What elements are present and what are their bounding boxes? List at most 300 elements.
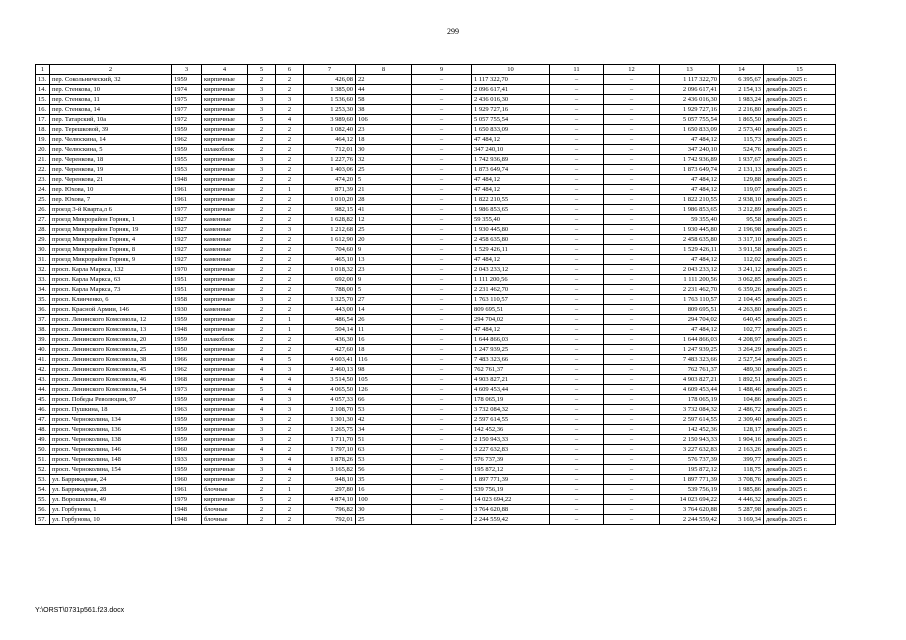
table-cell: 2 (248, 125, 276, 135)
table-cell: 2 (248, 485, 276, 495)
table-cell: проезд Микрорайон Горняк, 8 (50, 245, 172, 255)
table-cell: 5 287,98 (720, 505, 764, 515)
table-cell: 871,39 (304, 185, 356, 195)
table-cell: просп. Ленинского Комсомола, 54 (50, 385, 172, 395)
table-cell: ул. Баррикадная, 24 (50, 475, 172, 485)
table-cell: – (604, 245, 660, 255)
table-cell: просп. Карла Маркса, 63 (50, 275, 172, 285)
table-cell: декабрь 2025 г. (764, 475, 836, 485)
table-cell: 5 (356, 285, 412, 295)
table-cell: – (604, 225, 660, 235)
table-cell: каменные (202, 255, 248, 265)
table-cell: – (550, 135, 604, 145)
table-cell: – (604, 415, 660, 425)
column-header-9: 9 (412, 65, 472, 75)
table-cell: 1 265,75 (304, 425, 356, 435)
table-cell: пер. Стенкова, 11 (50, 95, 172, 105)
table-cell: кирпичные (202, 395, 248, 405)
table-cell: декабрь 2025 г. (764, 385, 836, 395)
table-cell: – (412, 285, 472, 295)
table-cell: 1 018,32 (304, 265, 356, 275)
table-cell: 1 628,82 (304, 215, 356, 225)
table-row (36, 465, 836, 475)
table-row (36, 185, 836, 195)
table-cell: – (412, 295, 472, 305)
table-cell: декабрь 2025 г. (764, 165, 836, 175)
table-cell: блочные (202, 515, 248, 525)
table-cell: просп. Ленинского Комсомола, 45 (50, 365, 172, 375)
table-cell: 4 057,33 (304, 395, 356, 405)
table-cell: 1 930 445,80 (472, 225, 550, 235)
table-cell: 3 (276, 365, 304, 375)
table-cell: декабрь 2025 г. (764, 335, 836, 345)
table-cell: пер. Черенкова, 19 (50, 165, 172, 175)
table-cell: 32 (356, 155, 412, 165)
table-cell: 2 460,13 (304, 365, 356, 375)
table-cell: 2 (276, 135, 304, 145)
table-cell: 34 (356, 425, 412, 435)
table-cell: 98 (356, 365, 412, 375)
table-cell: – (550, 235, 604, 245)
table-cell: 4 (276, 465, 304, 475)
table-cell: пер. Терешковой, 39 (50, 125, 172, 135)
table-cell: – (412, 215, 472, 225)
column-header-6: 6 (276, 65, 304, 75)
table-cell: – (550, 425, 604, 435)
table-cell: 47 484,12 (472, 255, 550, 265)
table-cell: 2 150 943,33 (472, 435, 550, 445)
table-row (36, 275, 836, 285)
table-cell: просп. Карла Маркса, 132 (50, 265, 172, 275)
table-cell: 2 (276, 105, 304, 115)
table-row (36, 155, 836, 165)
table-cell: 1 082,40 (304, 125, 356, 135)
table-cell: 25 (356, 515, 412, 525)
table-row (36, 515, 836, 525)
table-cell: – (412, 425, 472, 435)
table-cell: каменные (202, 225, 248, 235)
table-cell: пер. Юхова, 7 (50, 195, 172, 205)
table-cell: декабрь 2025 г. (764, 325, 836, 335)
table-cell: – (604, 155, 660, 165)
table-cell: пер. Челюскина, 5 (50, 145, 172, 155)
table-cell: 1961 (172, 485, 202, 495)
table-cell: 3 165,82 (304, 465, 356, 475)
table-cell: декабрь 2025 г. (764, 285, 836, 295)
table-cell: 102,77 (720, 325, 764, 335)
table-cell: просп. Черноколина, 146 (50, 445, 172, 455)
table-cell: 2 (276, 285, 304, 295)
table-cell: 762 761,37 (472, 365, 550, 375)
table-cell: 14 023 694,22 (660, 495, 720, 505)
table-cell: 2 (276, 165, 304, 175)
table-cell: 2 244 559,42 (660, 515, 720, 525)
table-cell: 66 (356, 395, 412, 405)
table-cell: – (412, 345, 472, 355)
table-cell: – (550, 115, 604, 125)
table-cell: 30 (356, 505, 412, 515)
table-cell: кирпичные (202, 205, 248, 215)
table-row (36, 85, 836, 95)
table-cell: – (550, 385, 604, 395)
table-cell: 3 264,29 (720, 345, 764, 355)
table-row (36, 215, 836, 225)
table-cell: 142 452,36 (472, 425, 550, 435)
table-cell: каменные (202, 245, 248, 255)
table-cell: – (604, 175, 660, 185)
table-cell: декабрь 2025 г. (764, 125, 836, 135)
table-row (36, 125, 836, 135)
table-cell: 2 (276, 195, 304, 205)
table-cell: 41 (356, 205, 412, 215)
table-cell: 1 878,26 (304, 455, 356, 465)
table-cell: 2 458 635,80 (660, 235, 720, 245)
table-cell: декабрь 2025 г. (764, 465, 836, 475)
table-cell: кирпичные (202, 75, 248, 85)
table-cell: 1951 (172, 275, 202, 285)
table-cell: кирпичные (202, 135, 248, 145)
table-cell: 5 (276, 355, 304, 365)
table-cell: 3 (248, 465, 276, 475)
table-cell: 539 756,19 (660, 485, 720, 495)
table-cell: 2 (276, 175, 304, 185)
table-cell: 1927 (172, 215, 202, 225)
table-cell: – (550, 85, 604, 95)
table-cell: 2 096 617,41 (660, 85, 720, 95)
table-cell: 23 (356, 265, 412, 275)
table-row (36, 505, 836, 515)
table-cell: 63 (356, 445, 412, 455)
table-cell: 1 873 649,74 (472, 165, 550, 175)
table-cell: декабрь 2025 г. (764, 405, 836, 415)
table-cell: ул. Горбунова, 1 (50, 505, 172, 515)
table-cell: 20 (356, 235, 412, 245)
table-cell: – (412, 445, 472, 455)
table-cell: – (604, 145, 660, 155)
table-cell: – (604, 485, 660, 495)
table-cell: 12 (356, 215, 412, 225)
table-cell: 347 240,10 (660, 145, 720, 155)
table-cell: 11 (356, 325, 412, 335)
table-cell: 1968 (172, 375, 202, 385)
table-cell: – (550, 105, 604, 115)
table-cell: декабрь 2025 г. (764, 175, 836, 185)
table-cell: – (550, 195, 604, 205)
table-cell: 1960 (172, 445, 202, 455)
table-cell: 347 240,10 (472, 145, 550, 155)
table-cell: кирпичные (202, 85, 248, 95)
table-cell: 1 897 771,39 (472, 475, 550, 485)
table-cell: – (550, 285, 604, 295)
table-cell: 1 253,30 (304, 105, 356, 115)
table-cell: 57. (36, 515, 50, 525)
table-cell: 39. (36, 335, 50, 345)
table-row (36, 295, 836, 305)
table-cell: декабрь 2025 г. (764, 355, 836, 365)
table-cell: кирпичные (202, 275, 248, 285)
table-cell: каменные (202, 305, 248, 315)
table-cell: – (412, 145, 472, 155)
table-cell: 4 065,50 (304, 385, 356, 395)
table-row (36, 135, 836, 145)
table-cell: 539 756,19 (472, 485, 550, 495)
table-cell: – (550, 345, 604, 355)
table-cell: 2 486,72 (720, 405, 764, 415)
table-cell: 4 874,10 (304, 495, 356, 505)
table-cell: 1 (276, 485, 304, 495)
table-cell: – (550, 515, 604, 525)
table-cell: кирпичные (202, 375, 248, 385)
table-cell: кирпичные (202, 295, 248, 305)
table-cell: 1 212,68 (304, 225, 356, 235)
table-cell: 2 (248, 265, 276, 275)
table-cell: 2 (276, 125, 304, 135)
table-cell: – (604, 355, 660, 365)
table-cell: 43. (36, 375, 50, 385)
table-cell: 3 169,34 (720, 515, 764, 525)
table-cell: 436,30 (304, 335, 356, 345)
table-cell: 1963 (172, 405, 202, 415)
table-cell: просп. Клинченко, 6 (50, 295, 172, 305)
table-cell: – (412, 125, 472, 135)
column-header-1: 1 (36, 65, 50, 75)
table-cell: 26 (356, 315, 412, 325)
table-cell: 3 212,89 (720, 205, 764, 215)
table-cell: – (550, 505, 604, 515)
table-cell: – (412, 235, 472, 245)
footer-file-path: Y:\ORST\0731p561.f23.docx (35, 607, 125, 614)
table-cell: – (412, 515, 472, 525)
table-cell: 21 (356, 185, 412, 195)
table-cell: кирпичные (202, 105, 248, 115)
table-cell: 2 (276, 435, 304, 445)
table-cell: 3 317,10 (720, 235, 764, 245)
table-cell: декабрь 2025 г. (764, 415, 836, 425)
column-header-2: 2 (50, 65, 172, 75)
table-cell: 35. (36, 295, 50, 305)
table-cell: ул. Горбунова, 10 (50, 515, 172, 525)
table-row (36, 225, 836, 235)
table-cell: – (412, 185, 472, 195)
table-cell: декабрь 2025 г. (764, 155, 836, 165)
table-cell: – (412, 75, 472, 85)
table-cell: 2 (248, 305, 276, 315)
table-cell: 14 (356, 305, 412, 315)
table-cell: проезд 3-й Кварта,л 6 (50, 205, 172, 215)
table-row (36, 165, 836, 175)
table-cell: – (412, 435, 472, 445)
table-cell: 14 023 694,22 (472, 495, 550, 505)
table-cell: 2 (276, 335, 304, 345)
table-cell: – (550, 305, 604, 315)
table-cell: 1962 (172, 365, 202, 375)
table-cell: декабрь 2025 г. (764, 195, 836, 205)
table-cell: – (604, 235, 660, 245)
table-cell: шлакоблок (202, 145, 248, 155)
table-cell: проезд Микрорайон Горняк, 19 (50, 225, 172, 235)
table-cell: кирпичные (202, 445, 248, 455)
table-cell: 1959 (172, 425, 202, 435)
table-cell: блочные (202, 505, 248, 515)
table-cell: просп. Черноколина, 134 (50, 415, 172, 425)
table-cell: – (412, 365, 472, 375)
table-cell: 28 (356, 195, 412, 205)
table-cell: 486,54 (304, 315, 356, 325)
table-cell: 2 154,13 (720, 85, 764, 95)
table-cell: 178 065,19 (660, 395, 720, 405)
table-cell: 1 892,51 (720, 375, 764, 385)
table-cell: 1 865,50 (720, 115, 764, 125)
table-cell: 42. (36, 365, 50, 375)
table-cell: 23 (356, 125, 412, 135)
table-cell: 2 216,80 (720, 105, 764, 115)
column-header-14: 14 (720, 65, 764, 75)
table-cell: 16 (356, 335, 412, 345)
table-cell: 2 108,70 (304, 405, 356, 415)
table-cell: – (412, 495, 472, 505)
table-cell: декабрь 2025 г. (764, 95, 836, 105)
table-cell: – (550, 435, 604, 445)
table-cell: 4 (248, 405, 276, 415)
table-cell: 20. (36, 145, 50, 155)
table-cell: – (550, 415, 604, 425)
table-cell: 51. (36, 455, 50, 465)
table-cell: 7 483 323,66 (472, 355, 550, 365)
table-cell: 2 (248, 215, 276, 225)
table-cell: – (550, 75, 604, 85)
table-cell: кирпичные (202, 175, 248, 185)
table-cell: декабрь 2025 г. (764, 255, 836, 265)
table-cell: ул. Баррикадная, 28 (50, 485, 172, 495)
table-row (36, 405, 836, 415)
table-cell: – (412, 175, 472, 185)
table-cell: 14. (36, 85, 50, 95)
table-cell: 4 609 453,44 (660, 385, 720, 395)
table-cell: 15. (36, 95, 50, 105)
table-cell: 1977 (172, 205, 202, 215)
table-cell: 2 (248, 255, 276, 265)
table-cell: 1 325,70 (304, 295, 356, 305)
column-header-3: 3 (172, 65, 202, 75)
table-cell: 1974 (172, 85, 202, 95)
table-cell: 4 (276, 455, 304, 465)
table-cell: 30 (356, 145, 412, 155)
table-cell: кирпичные (202, 195, 248, 205)
table-body (36, 75, 836, 525)
table-cell: проезд Микрорайон Горняк, 4 (50, 235, 172, 245)
table-cell: 2 150 943,33 (660, 435, 720, 445)
table-cell: 47 484,12 (660, 255, 720, 265)
table-cell: просп. Карла Маркса, 73 (50, 285, 172, 295)
table-cell: – (604, 315, 660, 325)
table-cell: 2 938,10 (720, 195, 764, 205)
table-cell: кирпичные (202, 435, 248, 445)
table-cell: 195 872,12 (660, 465, 720, 475)
table-cell: 59 355,40 (660, 215, 720, 225)
table-row (36, 475, 836, 485)
table-cell: просп. Черноколина, 136 (50, 425, 172, 435)
table-row (36, 175, 836, 185)
table-cell: 2 (248, 275, 276, 285)
table-cell: кирпичные (202, 115, 248, 125)
table-cell: – (412, 105, 472, 115)
table-cell: 1961 (172, 185, 202, 195)
table-cell: 53 (356, 455, 412, 465)
table-cell: 1 650 833,09 (472, 125, 550, 135)
table-cell: 1959 (172, 415, 202, 425)
table-cell: 1 763 110,57 (472, 295, 550, 305)
table-cell: 426,08 (304, 75, 356, 85)
table-cell: – (412, 245, 472, 255)
table-cell: 2 (248, 205, 276, 215)
column-header-7: 7 (304, 65, 356, 75)
table-cell: – (412, 135, 472, 145)
housing-repair-table (35, 64, 836, 525)
table-cell: – (412, 405, 472, 415)
table-cell: 2 (248, 515, 276, 525)
table-cell: блочные (202, 485, 248, 495)
table-cell: 1 111 200,56 (472, 275, 550, 285)
table-cell: 982,15 (304, 205, 356, 215)
table-cell: 1959 (172, 145, 202, 155)
table-cell: 47 484,12 (472, 175, 550, 185)
table-cell: 576 737,39 (472, 455, 550, 465)
table-cell: декабрь 2025 г. (764, 295, 836, 305)
table-cell: 52. (36, 465, 50, 475)
table-cell: декабрь 2025 г. (764, 345, 836, 355)
table-cell: 3 (248, 155, 276, 165)
table-cell: 3 (248, 85, 276, 95)
table-cell: 50. (36, 445, 50, 455)
table-cell: 788,00 (304, 285, 356, 295)
table-cell: 2 231 462,70 (660, 285, 720, 295)
table-cell: – (604, 365, 660, 375)
table-cell: 2 (248, 135, 276, 145)
table-cell: 2 (276, 295, 304, 305)
table-cell: 42 (356, 415, 412, 425)
table-cell: 126 (356, 385, 412, 395)
table-cell: 948,10 (304, 475, 356, 485)
table-cell: 3 (248, 295, 276, 305)
table-cell: – (412, 205, 472, 215)
table-cell: 5 (248, 495, 276, 505)
table-cell: 465,10 (304, 255, 356, 265)
table-cell: проезд Микрорайон Горняк, 1 (50, 215, 172, 225)
table-cell: 2 043 233,12 (660, 265, 720, 275)
table-cell: 142 452,36 (660, 425, 720, 435)
table-cell: – (412, 265, 472, 275)
table-cell: 3 514,50 (304, 375, 356, 385)
table-cell: декабрь 2025 г. (764, 455, 836, 465)
table-cell: – (550, 365, 604, 375)
table-cell: – (412, 85, 472, 95)
table-cell: 1972 (172, 115, 202, 125)
table-row (36, 305, 836, 315)
table-cell: 5 057 755,54 (660, 115, 720, 125)
table-cell: 47 484,12 (472, 325, 550, 335)
table-cell: 2 458 635,80 (472, 235, 550, 245)
table-cell: 524,76 (720, 145, 764, 155)
table-cell: 4 (276, 115, 304, 125)
table-row (36, 205, 836, 215)
table-cell: – (550, 295, 604, 305)
table-cell: кирпичные (202, 95, 248, 105)
table-cell: 35 (356, 475, 412, 485)
table-cell: 2 (248, 245, 276, 255)
table-row (36, 455, 836, 465)
table-cell: 24. (36, 185, 50, 195)
table-cell: 2 (276, 415, 304, 425)
